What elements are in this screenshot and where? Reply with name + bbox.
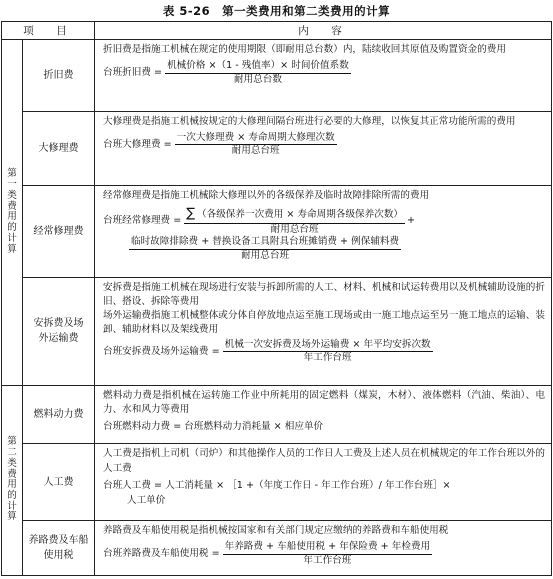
table-row bbox=[2, 40, 552, 112]
description-text: 养路费及车船使用税是指机械按国家和有关部门规定应缴纳的养路费和车船使用税 bbox=[103, 525, 449, 537]
fraction: $\frac{\text{一次大修理费 × 寿命周期大修理次数}}{\text{耐用总台班}}$ bbox=[176, 131, 335, 157]
formula: 台班人工费 = 人工消耗量 × ［1 +（年度工作日 - 年工作台班）/ 年工作台班］× bbox=[103, 480, 451, 491]
formula: 台班燃料动力费 = 台班燃料动力消耗量 × 相应单价 bbox=[103, 421, 324, 433]
table-row bbox=[2, 521, 552, 576]
content-installation bbox=[95, 278, 552, 385]
header-item: 项 目 bbox=[2, 22, 95, 40]
content-fuel bbox=[95, 385, 552, 444]
fraction: $\frac{\text{∑ （各级保养一次费用 × 寿命周期各级保养次数）}}{\text{耐用总台班}}$ bbox=[186, 205, 404, 235]
table-caption: 表 5-26 第一类费用和第二类费用的计算 bbox=[162, 4, 391, 18]
sigma-symbol: ∑ bbox=[186, 205, 196, 221]
header-content: 内 容 bbox=[95, 22, 552, 40]
table-row bbox=[2, 444, 552, 521]
description-text: 大修理费是指施工机械按规定的大修理间隔台班进行必要的大修理，以恢复其正常功能所需的费用 bbox=[103, 116, 516, 128]
table-row bbox=[2, 186, 552, 278]
item-overhaul: 大修理费 bbox=[23, 112, 95, 186]
description-text: 经常修理费是指施工机械除大修理以外的各级保养及临时故障排除所需的费用 bbox=[103, 190, 430, 202]
content-labor bbox=[95, 444, 552, 521]
content-maintenance bbox=[95, 186, 552, 278]
formula: 台班折旧费 = $\frac{\text{机械价格 ×（1 - 残值率）× 时间价值系数}}{\text{耐用总台数}}$ bbox=[103, 60, 349, 85]
table-row bbox=[2, 278, 552, 385]
item-tax: 养路费及车船 使用税 bbox=[23, 521, 95, 576]
formula: 台班经常修理费 = $\frac{\text{∑ （各级保养一次费用 × 寿命周期各级保养次数）}}{\text{耐用总台班}}$ + bbox=[103, 205, 416, 235]
formula-continued bbox=[127, 236, 545, 262]
content-tax bbox=[95, 521, 552, 576]
content-overhaul bbox=[95, 112, 552, 186]
item-depreciation: 折旧费 bbox=[23, 40, 95, 112]
formula-continued: 人工单价 bbox=[127, 494, 166, 506]
group-label-second: 第 二 类 费 用 的 计 算 bbox=[2, 385, 23, 575]
description-text: 安拆费是指施工机械在现场进行安装与拆卸所需的人工、材料、机械和试运转费用以及机械辅助设施的折旧、搭设、拆除等费用 bbox=[103, 282, 545, 308]
formula: 台班养路费及车船使用税 = $\frac{\text{年养路费 + 车船使用税 + 年保险费 + 年检费用}}{\text{年工作台班}}$ bbox=[103, 541, 431, 566]
item-installation: 安拆费及场 外运输费 bbox=[23, 278, 95, 385]
group-label-first: 第 一 类 费 用 的 计 算 bbox=[2, 40, 23, 385]
table-row bbox=[2, 385, 552, 444]
plus-sign: + bbox=[407, 214, 416, 226]
cost-table bbox=[1, 21, 552, 576]
content-depreciation bbox=[95, 40, 552, 112]
formula: 台班大修理费 = $\frac{\text{一次大修理费 × 寿命周期大修理次数}}{\text{耐用总台班}}$ bbox=[103, 131, 335, 157]
formula: 台班安拆费及场外运输费 = $\frac{\text{机械一次安拆费及场外运输费 × 年平均安拆次数}}{\text{年工作台班}}$ bbox=[103, 338, 431, 364]
item-labor: 人工费 bbox=[23, 444, 95, 521]
item-fuel: 燃料动力费 bbox=[23, 385, 95, 444]
table-row bbox=[2, 112, 552, 186]
fraction: $\frac{\text{年养路费 + 车船使用税 + 年保险费 + 年检费用}}{\text{年工作台班}}$ bbox=[224, 541, 431, 566]
description-text: 人工费是指机上司机（司炉）和其他操作人员的工作日人工费及上述人员在机械规定的年工作台班以外的人工费 bbox=[103, 448, 545, 475]
fraction: $\frac{\text{机械一次安拆费及场外运输费 × 年平均安拆次数}}{\text{年工作台班}}$ bbox=[224, 338, 431, 364]
fraction: $\frac{\text{临时故障排除费 + 替换设备工具附具台班摊销费 + 例保辅料费}}{\text{耐用总台班}}$ bbox=[131, 236, 400, 261]
description-text: 场外运输费指施工机械整体或分体自停放地点运至施工现场或由一施工地点运至另一施工地点的运输、装卸、辅助材料以及架线费用 bbox=[103, 310, 545, 335]
item-maintenance: 经常修理费 bbox=[23, 186, 95, 278]
fraction: $\frac{\text{机械价格 ×（1 - 残值率）× 时间价值系数}}{\text{耐用总台数}}$ bbox=[167, 60, 349, 85]
description-text: 燃料动力费是指机械在运转施工作业中所耗用的固定燃料（煤炭，木材）、液体燃料（汽油、柴油）、电力、水和风力等费用 bbox=[103, 389, 545, 416]
header-row bbox=[2, 22, 552, 40]
description-text: 折旧费是指施工机械在规定的使用期限（即耐用总台数）内，陆续收回其原值及购置资金的费用 bbox=[103, 44, 506, 56]
